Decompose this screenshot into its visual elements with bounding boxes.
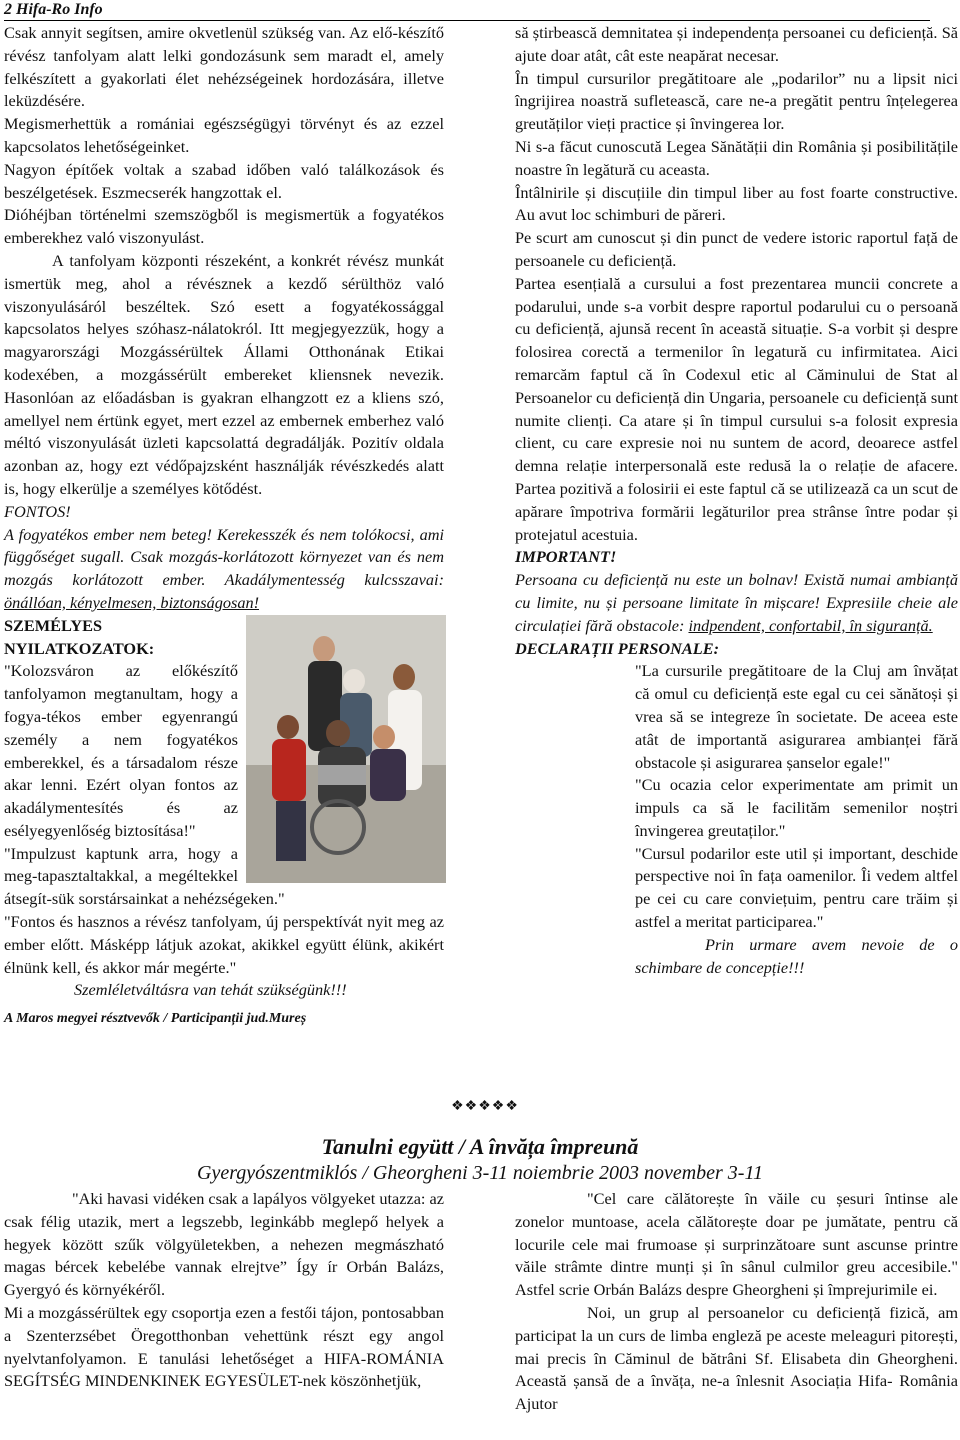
left-paragraph: Nagyon építőek voltak a szabad időben való találkozások és beszélgetések. Eszmecserék hangzottak el. [4, 159, 444, 202]
statements [4, 615, 444, 843]
right-paragraph: Partea esențială a cursului a fost prezentarea muncii concrete a podarului, unde s-a vorbit despre raportul podarului cu o persoană cu deficiență, ajunsă recent în această situație. S-a vorbit și despre folosirea corectă a termenilor în legatură cu infirmitatea. Aici remarcăm faptul că în Codexul etic al Căminului de Stat al Persoanelor cu deficiență din Ungaria, persoanele cu deficiență sunt numite clienți. Ca atare și în timpul cursului s-a folosit expresia client, cu care expresie noi nu suntem de acord, deoarece astfel demna relație interpersonală este redusă la o relație de afacere. Partea pozitivă a folosirii ei este faptul că se utilizează ca un scut de apărare împotriva formării legăturilor prea strânse între podar și protejatul acestuia. [515, 273, 958, 544]
page-label: 2 Hifa-Ro Info [4, 1, 103, 18]
right-column [515, 22, 958, 979]
fontos-heading: FONTOS! [4, 501, 71, 521]
article-subtitle: Gyergyószentmiklós / Gheorgheni 3-11 noiembrie 2003 november 3-11 [197, 1162, 763, 1184]
article-left-column [4, 1188, 444, 1393]
left-column [4, 22, 444, 1031]
fontos-text [4, 524, 444, 615]
important-heading: IMPORTANT! [515, 547, 617, 567]
right-paragraph: Pe scurt am cunoscut și din punct de vedere istoric raportul față de persoanele cu deficiență. [515, 228, 958, 270]
article-left-paragraph: Mi a mozgássérültek egy csoportja ezen a festői tájon, pontosabban a Szenterzsébet Öregotthonban vehettünk részt egy angol nyelvtanfolyamon. E tanulási lehetőséget a HIFA-ROMÁNIA SEGÍTSÉG MINDENKINEK EGYESÜLET-nek köszönhetjük, [4, 1302, 444, 1391]
important-keywords: indpendent, confortabil, în siguranță. [688, 615, 933, 635]
right-paragraph: În timpul cursurilor pregătitoare ale „podarilor” nu a lipsit nici îngrijirea noastră sufletească, care ne-a pregătit pentru înțelegerea greutăților vieți practice și învingerea lor. [515, 68, 958, 134]
article-left-paragraph: "Aki havasi vidéken csak a lapályos völgyeket utazza: az csak félig utazik, mert a legszebb, leginkább meglepő helyek a hegyek között szűk völgyületekben, a nehezen megmászható magas bércek kebelébe vannak elrejtve” Így ír Orbán Balázs, Gyergyó és környékéről. [4, 1189, 444, 1300]
important-body: Persoana cu deficiență nu este un bolnav! Există numai ambianță cu limite, nu și persoane limitate în mișcare! Expresiile cheie ale circulației fără obstacole: [515, 570, 958, 635]
declarations-heading: DECLARAȚII PERSONALE: [515, 638, 720, 658]
declaration-2: "Cu ocazia celor experimentate am primit un impuls ca să le facilităm semenilor noștri învingerea greutaților." [635, 775, 958, 840]
group-photo [246, 615, 446, 883]
right-paragraph: Întâlnirile și discuțiile din timpul liber au fost foarte constructive. Au avut loc schimburi de păreri. [515, 182, 958, 225]
left-paragraph: Csak annyit segítsen, amire okvetlenül szükség van. Az elő-készítő révész tanfolyam alatt lelki gondozásunk sem maradt el, amely felkészített a gyakorlati élet nehézségeinek hordozására, illetve leküzdésére. [4, 23, 444, 111]
section-divider: ❖❖❖❖❖ [451, 1099, 519, 1114]
article-title: Tanulni együtt / A învăța împreună [321, 1134, 639, 1159]
right-closing: Prin urmare avem nevoie de o schimbare de concepție!!! [635, 934, 958, 977]
page-header [4, 0, 930, 21]
article-right-column [515, 1188, 958, 1416]
left-paragraph: Megismerhettük a romániai egészségügyi törvényt és az ezzel kapcsolatos lehetőségeinket. [4, 114, 444, 156]
photo-spacer [515, 660, 629, 970]
declaration-3: "Cursul podarilor este util și important, deschide perspective noi în fața oamenilor. Îi vedem altfel pe cei cu care conviețuim, pentru care trăim și astfel a meritat participarea." [635, 843, 958, 932]
right-paragraph: Ni s-a făcut cunoscută Legea Sănătății din România și posibilitățile noastre în legătură cu aceasta. [515, 136, 958, 179]
statement-2: "Impulzust kaptunk arra, hogy a meg-tapasztaltakkal, a megéltekkel átsegít-sük sorstársainkat a nehézségeken." [4, 843, 285, 909]
left-paragraph: Dióhéjban történelmi szemszögből is megismertük a fogyatékos emberekhez való viszonyulást. [4, 205, 444, 248]
left-paragraph: A tanfolyam központi részeként, a konkrét révész munkát ismertük meg, ahol a révésznek a kezdő sérülthöz való viszonyulásáról beszéltek. Szó esett a fogyatékossággal kapcsolatos helyes szóhasz-nálatokról. Itt megjegyezzük, hogy a magyarországi Mozgássérültek Állami Otthonának Etikai kodexében, a mozgássérült embereket kliensnek nevezik. Hasonlóan az előadásban is gyakran elhangzott ez a kliens szó, amellyel nem értünk egyet, mert ezzel az embernek emberhez való méltó viszonyulását üzleti kapcsolattá degradálják. Pozitív oldala azonban az, hogy ezt védőpajzsként használják révészkedés alatt is, hogy elkerülje a személyes kötődést. [4, 250, 444, 498]
participants-credit: A Maros megyei résztvevők / Participanții jud.Mureș [4, 1011, 307, 1027]
statement-3: "Fontos és hasznos a révész tanfolyam, új perspektívát nyit meg az ember előtt. Másképp látjuk azokat, akikkel együtt élünk, akikért élnünk kell, és akkor már megérte." [4, 912, 444, 977]
statement-1: "Kolozsváron az előkészítő tanfolyamon megtanultam, hogy a fogya-tékos ember egyenrangú személy a nem fogyatékos emberekkel, és a társadalom része akar lenni. Ezért olyan fontos az akadálymentesítés és az esélyegyenlőség biztosítása!" [4, 661, 238, 840]
declaration-1-text: "La cursurile pregătitoare de la Cluj am învățat că omul cu deficiență este egal cu cei sănătoși și vrea să se integreze în societate. De aceea este atât de importantă asigurarea ambianței fără obstacole și asigurarea șanselor egale!" [635, 661, 958, 772]
article-right-paragraph: "Cel care călătorește în văile cu șesuri întinse ale zonelor muntoase, acela călătorește doar pe jumătate, pentru că locurile cele mai frumoase și surprinzătoare sunt ascunse printre văile strâmte dintre munți și în sânul culmilor greu accesibile." Astfel scrie Orbán Balázs despre Gheorgheni și împrejurimile ei. [515, 1189, 958, 1300]
left-closing: Szemléletváltásra van tehát szükségünk!!! [74, 980, 347, 1000]
fontos-body: A fogyatékos ember nem beteg! Kerekesszék és nem tolókocsi, ami függőséget sugall. Csak mozgás-korlátozott környezet van és nem mozgás korlátozott ember. Akadálymentesség kulcsszavai: [4, 524, 444, 590]
group-photo-figures [246, 615, 446, 883]
important-text [515, 569, 958, 637]
article-right-paragraph: Noi, un grup al persoanelor cu deficiență fizică, am participat la un curs de limba engleză pe aceste meleaguri pitorești, mai precis în Căminul de bătrâni Sf. Elisabeta din Gheorgheni. Această șansă de a învăța, ne-a înlesnit Asociația Hifa- România Ajutor [515, 1302, 958, 1414]
statements-heading: SZEMÉLYES NYILATKOZATOK: [4, 615, 155, 658]
declaration-1 [515, 660, 958, 774]
right-paragraph: să știrbească demnitatea și independența persoanei cu deficiență. Să ajute doar atât, cât este neapărat necesar. [515, 23, 958, 65]
fontos-keywords: önállóan, kényelmesen, biztonságosan! [4, 592, 260, 612]
